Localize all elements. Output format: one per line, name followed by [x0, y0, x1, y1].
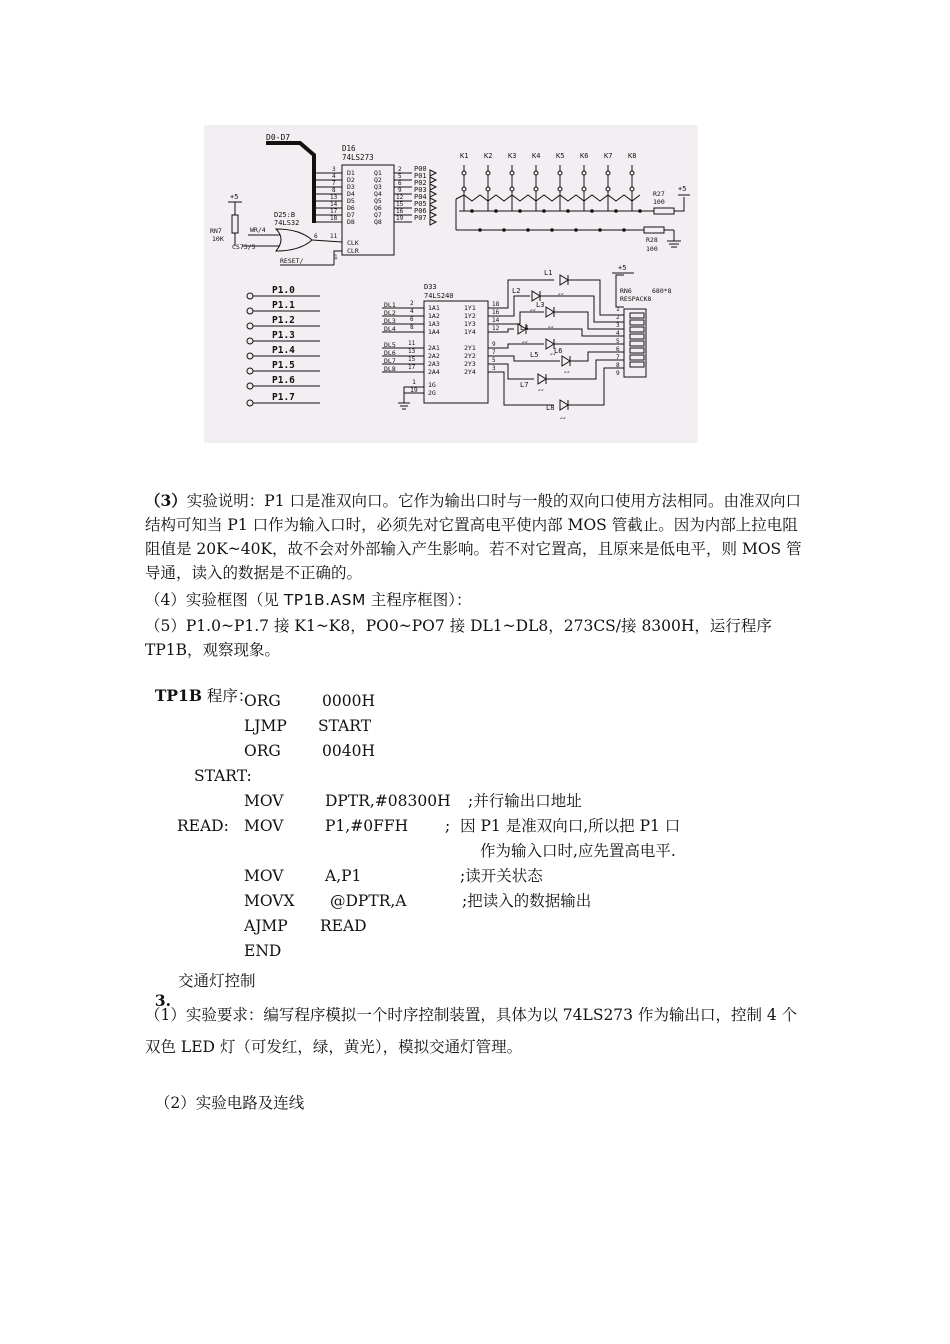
svg-text:1A4: 1A4: [428, 328, 440, 336]
svg-text:15: 15: [408, 356, 416, 363]
svg-text:↙↙: ↙↙: [538, 387, 545, 393]
svg-text:D8: D8: [347, 218, 355, 226]
plus5-b: +5: [678, 185, 687, 193]
svg-text:8: 8: [332, 187, 336, 194]
reset-label: RESET/: [280, 257, 304, 265]
svg-text:2Y2: 2Y2: [464, 352, 476, 360]
svg-text:1Y3: 1Y3: [464, 320, 476, 328]
svg-text:P06: P06: [414, 207, 427, 215]
chip2-ref: D33: [424, 283, 437, 291]
dl-labels: [384, 301, 396, 373]
r28-ref: R28: [646, 236, 658, 244]
rn6-pins: [616, 306, 620, 377]
chip1-part: 74LS273: [342, 153, 374, 162]
program-heading: TP1B 程序：: [154, 686, 254, 705]
rn6-part: RESPACK8: [620, 295, 652, 303]
svg-text:K3: K3: [508, 152, 517, 160]
svg-text:9: 9: [616, 370, 620, 377]
svg-text:14: 14: [330, 201, 338, 208]
code-op: LJMP: [244, 717, 287, 735]
code-op: MOV: [244, 867, 284, 885]
svg-text:13: 13: [408, 348, 416, 355]
svg-text:1A3: 1A3: [428, 320, 440, 328]
svg-text:P1.6: P1.6: [272, 375, 295, 386]
svg-text:1: 1: [412, 378, 416, 386]
svg-text:2A4: 2A4: [428, 368, 440, 376]
svg-text:P07: P07: [414, 214, 427, 222]
chip1-ref: D16: [342, 144, 356, 153]
svg-text:Q7: Q7: [374, 211, 382, 219]
chip2-out-labels: [464, 304, 476, 376]
svg-text:11: 11: [330, 233, 338, 240]
plus5-a: +5: [230, 193, 239, 201]
code-op: AJMP: [244, 917, 288, 935]
svg-text:↙↙: ↙↙: [530, 307, 537, 313]
svg-text:1G: 1G: [428, 381, 436, 389]
chip2-out-pins: [492, 301, 500, 372]
svg-text:DL4: DL4: [384, 325, 396, 333]
svg-text:Q6: Q6: [374, 204, 382, 212]
svg-text:DL1: DL1: [384, 301, 396, 309]
svg-text:D5: D5: [347, 197, 355, 205]
section-title: 交通灯控制: [178, 972, 256, 990]
svg-text:P03: P03: [414, 186, 427, 194]
r27-resistor: [654, 208, 674, 214]
chip1-input-labels: [347, 169, 355, 226]
svg-text:13: 13: [330, 194, 338, 201]
svg-text:2A2: 2A2: [428, 352, 440, 360]
svg-text:18: 18: [330, 215, 338, 222]
r27-val: 100: [653, 198, 665, 206]
clr-label: CLR: [347, 247, 359, 255]
wr-label: WR/4: [250, 226, 266, 234]
svg-text:9: 9: [398, 187, 402, 194]
svg-text:7: 7: [616, 354, 620, 361]
svg-text:Q2: Q2: [374, 176, 382, 184]
key-switches: [462, 165, 634, 191]
svg-text:K7: K7: [604, 152, 613, 160]
svg-text:1A2: 1A2: [428, 312, 440, 320]
svg-text:2Y1: 2Y1: [464, 344, 476, 352]
svg-text:3: 3: [616, 322, 620, 329]
paragraph-5: （5）P1.0~P1.7 接 K1~K8，PO0~PO7 接 DL1~DL8，273CS/接 8300H，运行程序 TP1B，观察现象。: [145, 617, 772, 659]
svg-text:2: 2: [616, 314, 620, 321]
svg-text:K8: K8: [628, 152, 637, 160]
svg-text:L3: L3: [536, 301, 545, 309]
svg-text:Q5: Q5: [374, 197, 382, 205]
svg-text:K5: K5: [556, 152, 565, 160]
r27-ref: R27: [653, 190, 665, 198]
svg-text:1Y2: 1Y2: [464, 312, 476, 320]
svg-text:L4: L4: [520, 324, 529, 332]
svg-text:Q1: Q1: [374, 169, 382, 177]
cs-label: CS73/5: [232, 243, 256, 251]
svg-text:12: 12: [396, 194, 404, 201]
port-triangles: [430, 170, 436, 225]
code-op: MOV: [244, 792, 284, 810]
p1-labels: [272, 285, 295, 403]
code-arg: @DPTR,A: [330, 892, 407, 910]
svg-text:2Y3: 2Y3: [464, 360, 476, 368]
gate-part: 74LS32: [274, 219, 300, 227]
chip1-output-labels: [374, 169, 382, 226]
svg-text:P1.0: P1.0: [272, 285, 295, 296]
code-label: READ:: [177, 817, 229, 835]
svg-text:L6: L6: [554, 347, 563, 355]
svg-text:2: 2: [410, 300, 414, 307]
svg-text:6: 6: [410, 316, 414, 323]
code-comment: ;并行输出口地址: [468, 792, 582, 810]
svg-text:2A1: 2A1: [428, 344, 440, 352]
svg-text:↙↙: ↙↙: [522, 339, 529, 345]
code-op: ORG: [244, 692, 281, 710]
plus5-c: +5: [618, 264, 627, 272]
svg-text:17: 17: [330, 208, 338, 215]
code-op: ORG: [244, 742, 281, 760]
svg-text:5: 5: [398, 173, 402, 180]
svg-text:L8: L8: [546, 404, 555, 412]
code-arg: A,P1: [325, 867, 362, 885]
svg-text:K6: K6: [580, 152, 589, 160]
svg-text:1Y1: 1Y1: [464, 304, 476, 312]
code-arg: DPTR,#08300H: [325, 792, 451, 810]
code-comment: ;读开关状态: [460, 867, 543, 885]
svg-text:DL6: DL6: [384, 349, 396, 357]
svg-text:P1.2: P1.2: [272, 315, 295, 326]
key-drops: [464, 191, 632, 211]
svg-text:L7: L7: [520, 381, 529, 389]
rn6-ref: RN6: [620, 287, 632, 295]
svg-text:L5: L5: [530, 351, 539, 359]
code-arg: P1,#0FFH: [325, 817, 409, 835]
rn7-val: 10K: [212, 235, 224, 243]
code-arg: READ: [320, 917, 367, 935]
svg-text:16: 16: [396, 208, 404, 215]
svg-text:7: 7: [492, 349, 496, 356]
requirement-2: （2）实验电路及连线: [154, 1094, 305, 1112]
chip1-input-pins: [330, 166, 338, 222]
svg-text:P1.1: P1.1: [272, 300, 295, 311]
svg-text:D4: D4: [347, 190, 355, 198]
svg-text:Q8: Q8: [374, 218, 382, 226]
svg-text:P04: P04: [414, 193, 427, 201]
svg-text:↙↙: ↙↙: [560, 415, 567, 421]
rn6-resistor-pack: [624, 309, 646, 377]
svg-text:2G: 2G: [428, 389, 436, 397]
code-arg: 0000H: [322, 692, 375, 710]
svg-text:9: 9: [492, 341, 496, 348]
svg-text:D2: D2: [347, 176, 355, 184]
r28-resistor: [644, 227, 664, 233]
svg-text:DL7: DL7: [384, 357, 396, 365]
svg-text:DL3: DL3: [384, 317, 396, 325]
svg-text:DL2: DL2: [384, 309, 396, 317]
svg-text:1: 1: [616, 306, 620, 313]
svg-text:D6: D6: [347, 204, 355, 212]
rn6-val: 680*8: [652, 287, 672, 295]
svg-text:14: 14: [492, 317, 500, 324]
svg-text:D7: D7: [347, 211, 355, 219]
svg-text:16: 16: [492, 309, 500, 316]
svg-text:7: 7: [332, 180, 336, 187]
svg-text:↙↙: ↙↙: [548, 324, 555, 330]
svg-text:P01: P01: [414, 172, 427, 180]
port-labels: [414, 165, 427, 222]
svg-text:4: 4: [332, 173, 336, 180]
svg-text:19: 19: [396, 215, 404, 222]
code-arg: START: [318, 717, 372, 735]
svg-text:1Y4: 1Y4: [464, 328, 476, 336]
or-gate: [276, 229, 312, 251]
svg-text:4: 4: [410, 308, 414, 315]
code-op: MOV: [244, 817, 284, 835]
section-heading: 3.: [154, 991, 172, 1010]
svg-text:1: 1: [334, 254, 338, 261]
svg-text:DL5: DL5: [384, 341, 396, 349]
svg-text:4: 4: [616, 330, 620, 337]
code-comment: ; 因 P1 是准双向口,所以把 P1 口: [445, 817, 681, 835]
svg-text:17: 17: [408, 364, 416, 371]
dl-pins: [408, 300, 416, 371]
code-comment: 作为输入口时,应先置高电平.: [480, 842, 676, 860]
svg-text:12: 12: [492, 325, 500, 332]
svg-text:P02: P02: [414, 179, 427, 187]
code-label: START:: [194, 767, 252, 785]
r28-val: 100: [646, 245, 658, 253]
svg-text:↙↙: ↙↙: [550, 351, 557, 357]
svg-text:6: 6: [616, 346, 620, 353]
svg-text:2Y4: 2Y4: [464, 368, 476, 376]
chip2-in-labels: [428, 304, 440, 376]
svg-text:P1.5: P1.5: [272, 360, 295, 371]
svg-text:6: 6: [314, 233, 318, 240]
svg-text:P1.7: P1.7: [272, 392, 295, 403]
svg-text:P1.3: P1.3: [272, 330, 295, 341]
svg-text:3: 3: [332, 166, 336, 173]
code-op: MOVX: [244, 892, 295, 910]
svg-text:P1.4: P1.4: [272, 345, 295, 356]
svg-text:DL8: DL8: [384, 365, 396, 373]
led-to-rn6: [526, 275, 624, 405]
paragraph-3: （3）实验说明：P1 口是准双向口。它作为输出口时与一般的双向口使用方法相同。由准双向口结构可知当 P1 口作为输入口时，必须先对它置高电平使内部 MOS 管截止。因为内部上拉电阻阻值是 20K~40K，故不会对外部输入产生影响。若不对它置高，且原来是低电平，则 MOS 管导通，读入的数据是不正确的。: [145, 491, 802, 582]
svg-text:↙↙: ↙↙: [558, 291, 565, 297]
svg-text:8: 8: [616, 362, 620, 369]
svg-text:D1: D1: [347, 169, 355, 177]
svg-text:8: 8: [410, 324, 414, 331]
svg-text:5: 5: [616, 338, 620, 345]
svg-text:L2: L2: [512, 287, 521, 295]
svg-text:11: 11: [408, 340, 416, 347]
rn7-ref: RN7: [210, 227, 222, 235]
svg-text:D3: D3: [347, 183, 355, 191]
svg-text:19: 19: [410, 386, 418, 394]
gate-ref: D25:B: [274, 211, 296, 219]
svg-text:1A1: 1A1: [428, 304, 440, 312]
code-arg: 0040H: [322, 742, 375, 760]
svg-text:18: 18: [492, 301, 500, 308]
circuit-schematic: [204, 125, 698, 443]
svg-text:K4: K4: [532, 152, 541, 160]
svg-text:Q3: Q3: [374, 183, 382, 191]
svg-text:3: 3: [492, 365, 496, 372]
code-op: END: [244, 942, 282, 960]
svg-text:2: 2: [398, 166, 402, 173]
svg-text:P00: P00: [414, 165, 427, 173]
clk-label: CLK: [347, 239, 359, 247]
key-labels: [460, 152, 636, 160]
bus-label: D0-D7: [266, 133, 291, 142]
rn7-resistor: [232, 215, 238, 233]
svg-text:↙↙: ↙↙: [564, 369, 571, 375]
chip2-part: 74LS240: [424, 292, 454, 300]
requirement-1: （1）实验要求：编写程序模拟一个时序控制装置，具体为以 74LS273 作为输出口，控制 4 个双色 LED 灯（可发红，绿，黄光），模拟交通灯管理。: [145, 1006, 798, 1056]
svg-text:15: 15: [396, 201, 404, 208]
bus-taps: [314, 173, 342, 222]
svg-text:L1: L1: [544, 269, 553, 277]
svg-text:K2: K2: [484, 152, 493, 160]
code-comment: ;把读入的数据输出: [462, 892, 592, 910]
svg-text:K1: K1: [460, 152, 469, 160]
svg-text:2A3: 2A3: [428, 360, 440, 368]
svg-text:P05: P05: [414, 200, 427, 208]
svg-text:6: 6: [398, 180, 402, 187]
svg-text:Q4: Q4: [374, 190, 382, 198]
paragraph-4: （4）实验框图（见 TP1B.ASM 主程序框图）：: [145, 591, 472, 609]
svg-text:5: 5: [492, 357, 496, 364]
